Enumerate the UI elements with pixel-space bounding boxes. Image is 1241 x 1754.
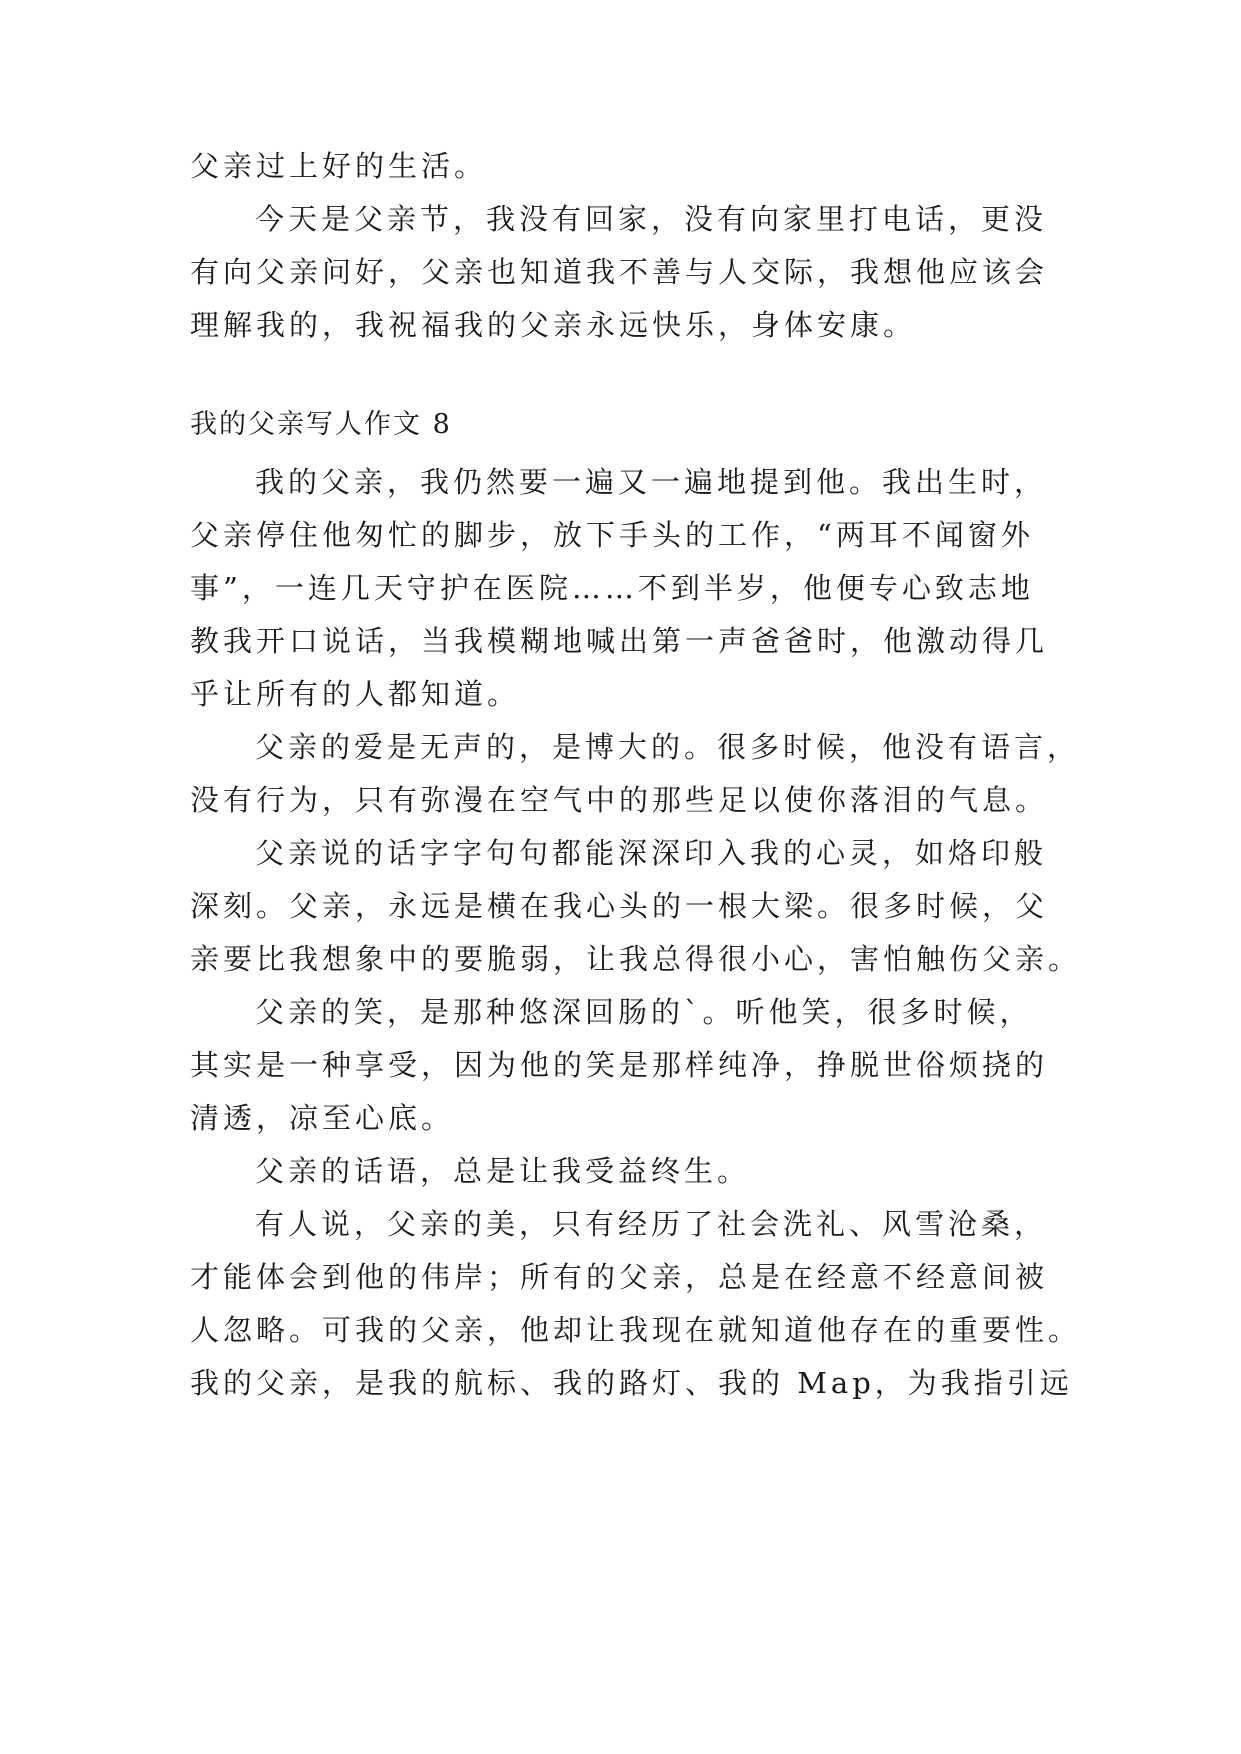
text-line: 深刻。父亲，永远是横在我心头的一根大梁。很多时候，父 [190,889,1049,923]
paragraph-start-line: 父亲的笑，是那种悠深回肠的`。听他笑，很多时候， [255,995,1033,1029]
paragraph-start-line: 我的父亲，我仍然要一遍又一遍地提到他。我出生时， [255,465,1048,499]
text-line: 教我开口说话，当我模糊地喊出第一声爸爸时，他激动得几 [190,624,1049,658]
text-line: 事”，一连几天守护在医院……不到半岁，他便专心致志地 [190,571,1034,605]
text-line: 清透，凉至心底。 [190,1101,455,1135]
paragraph-start-line: 父亲的话语，总是让我受益终生。 [255,1154,751,1188]
text-line: 人忽略。可我的父亲，他却让我现在就知道他存在的重要性。 [190,1313,1082,1347]
paragraph-start-line: 今天是父亲节，我没有回家，没有向家里打电话，更没 [255,202,1048,236]
section-title: 我的父亲写人作文 8 [190,409,452,440]
paragraph-start-line: 有人说，父亲的美，只有经历了社会洗礼、风雪沧桑， [255,1207,1048,1241]
paragraph-start-line: 父亲的爱是无声的，是博大的。很多时候，他没有语言， [255,730,1081,764]
text-line: 理解我的，我祝福我的父亲永远快乐，身体安康。 [190,308,917,342]
text-line: 父亲过上好的生活。 [190,149,488,183]
paragraph-start-line: 父亲说的话字字句句都能深深印入我的心灵，如烙印般 [255,836,1048,870]
text-line: 有向父亲问好，父亲也知道我不善与人交际，我想他应该会 [190,255,1049,289]
text-line: 其实是一种享受，因为他的笑是那样纯净，挣脱世俗烦挠的 [190,1048,1049,1082]
text-line: 亲要比我想象中的要脆弱，让我总得很小心，害怕触伤父亲。 [190,942,1082,976]
text-line: 我的父亲，是我的航标、我的路灯、我的 Map，为我指引远 [190,1366,1073,1400]
text-line: 没有行为，只有弥漫在空气中的那些足以使你落泪的气息。 [190,783,1049,817]
text-line: 才能体会到他的伟岸；所有的父亲，总是在经意不经意间被 [190,1260,1049,1294]
text-line: 乎让所有的人都知道。 [190,677,521,711]
text-line: 父亲停住他匆忙的脚步，放下手头的工作，“两耳不闻窗外 [190,518,1034,552]
